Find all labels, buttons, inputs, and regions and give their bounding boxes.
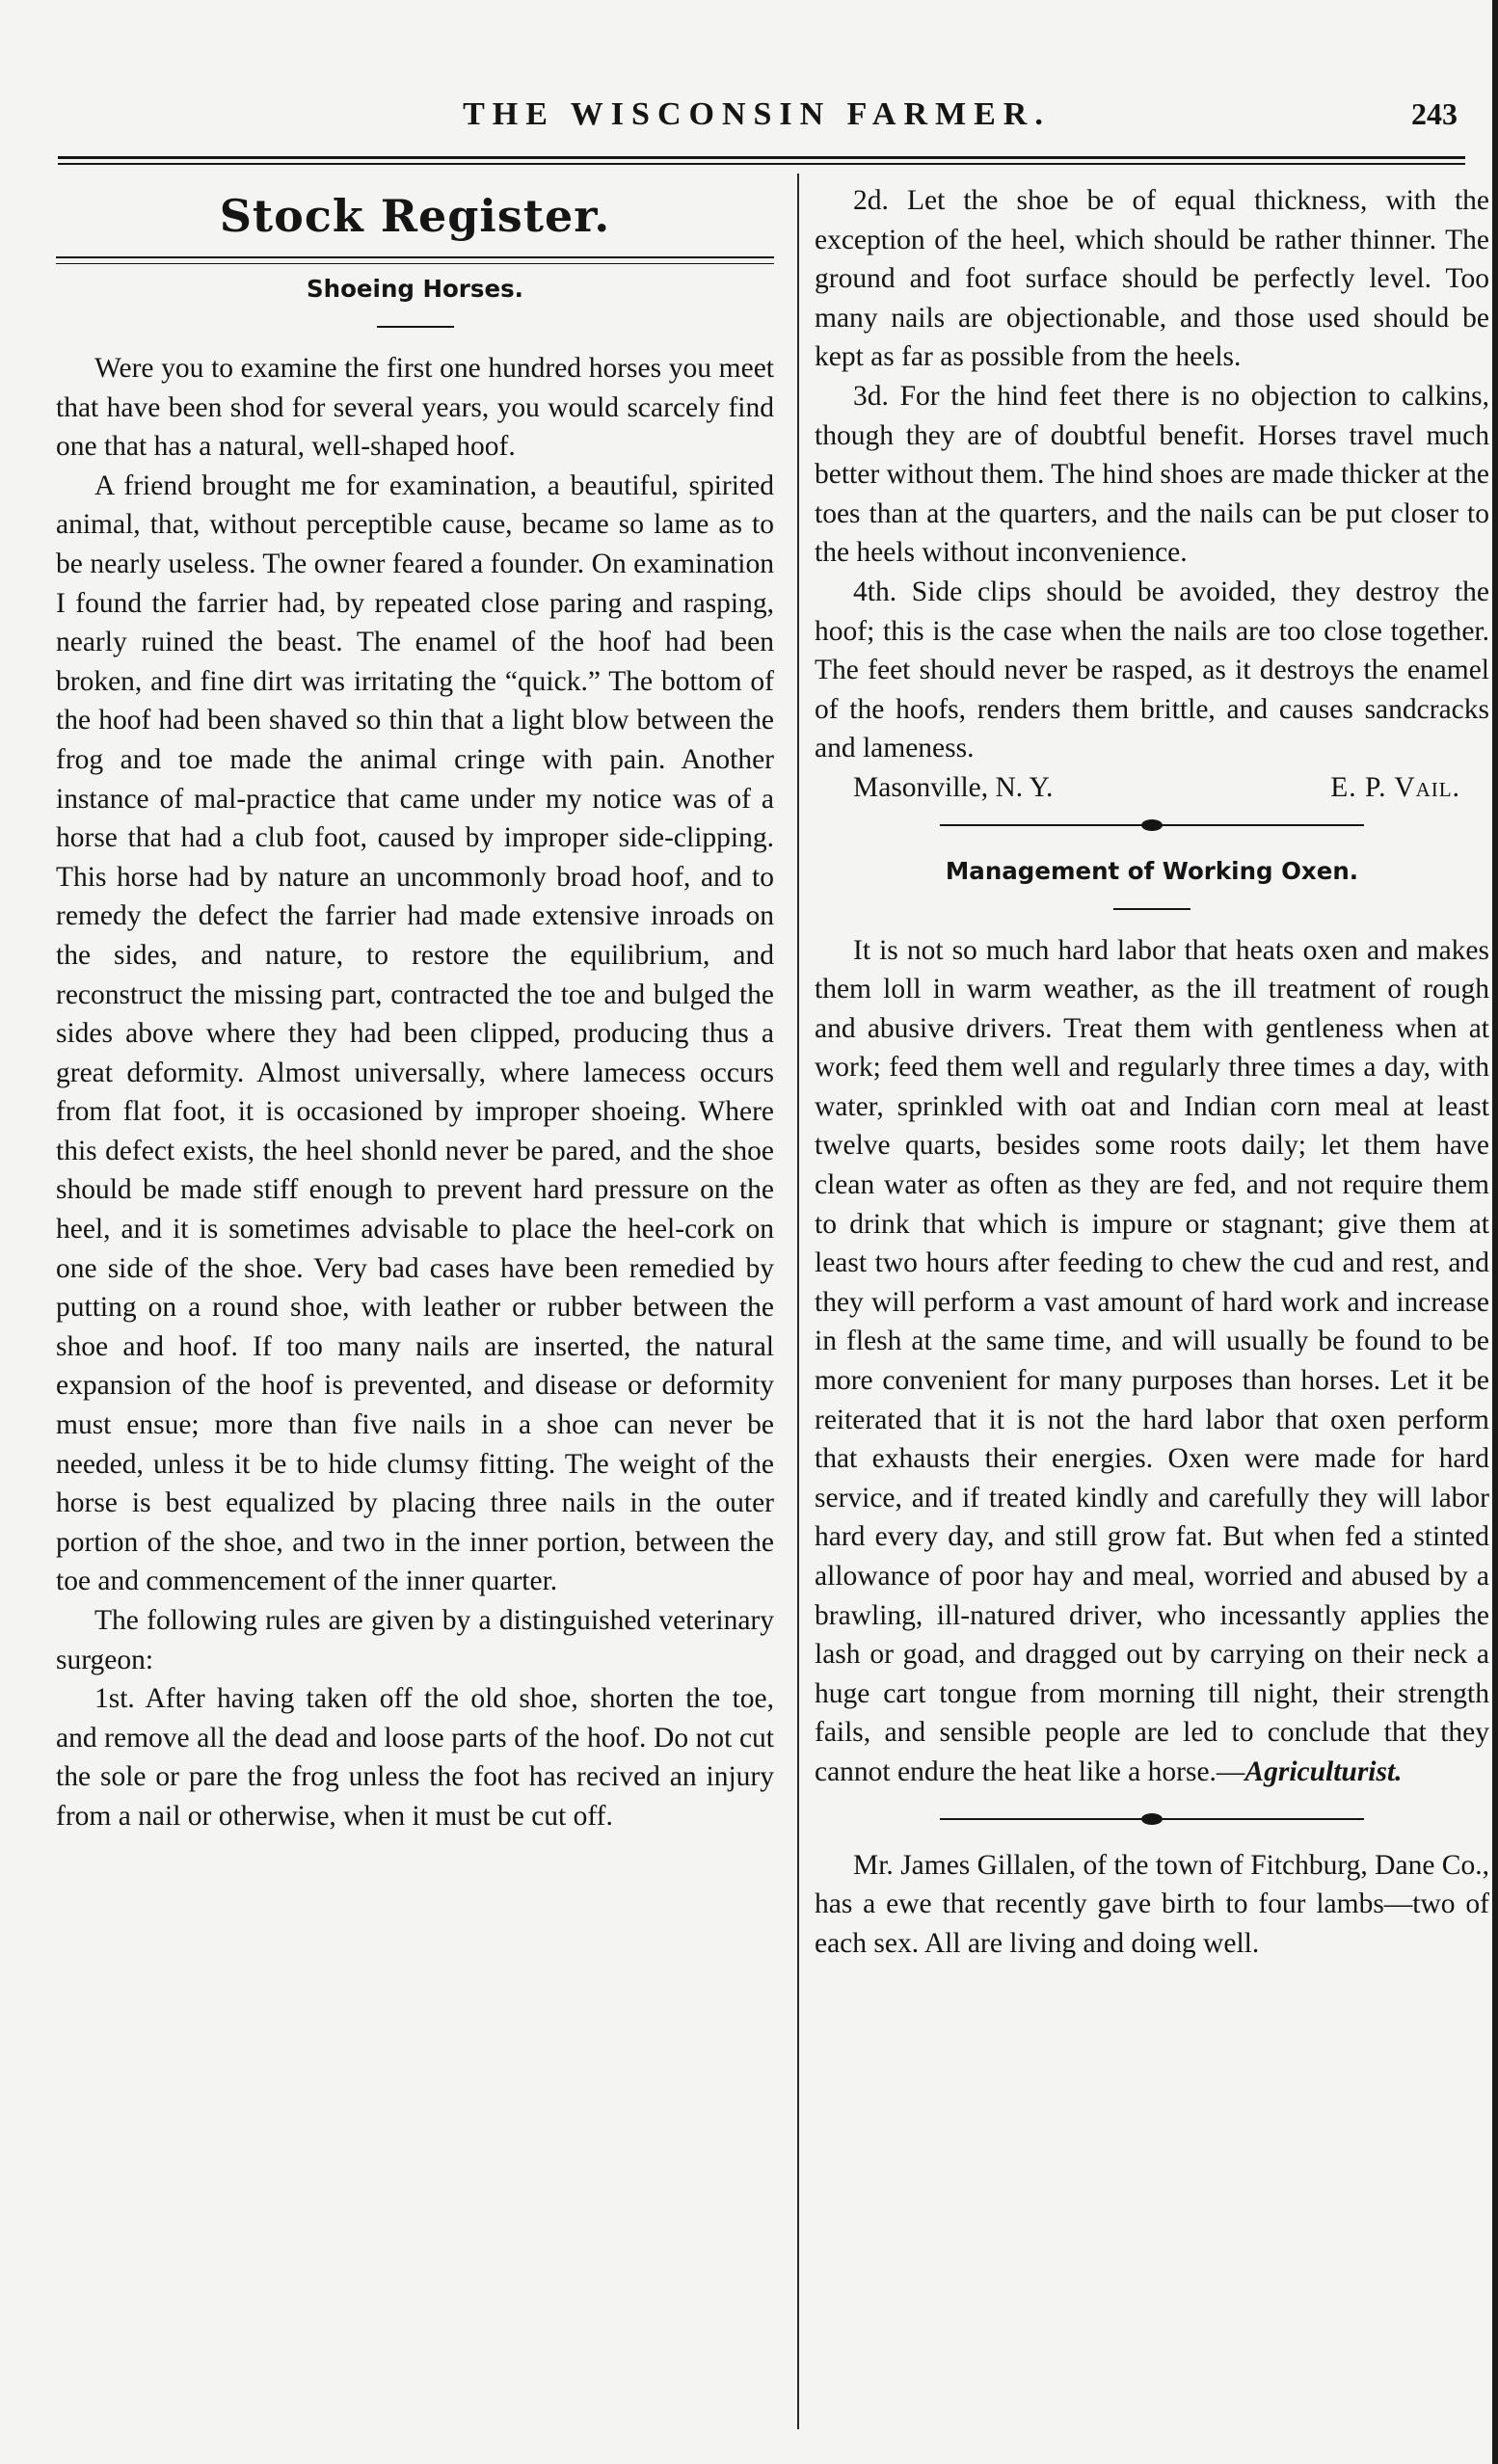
right-column xyxy=(815,181,1489,1963)
title-rule xyxy=(377,326,454,328)
article-signature xyxy=(815,768,1489,808)
paragraph: A friend brought me for examination, a beautiful, spirited animal, that, without perceptible cause, became so lame as to be nearly useless. The owner feared a founder. On examination I found the farrier had, by repeated close paring and rasping, nearly ruined the beast. The enamel of the hoof had been broken, and fine dirt was irritating the “quick.” The bottom of the hoof had been shaved so thin that a light blow between the frog and toe made the animal cringe with pain. Another instance of mal-practice that came under my notice was of a horse that had a club foot, caused by improper side-clipping. This horse had by nature an uncommonly broad hoof, and to remedy the defect the farrier had made extensive inroads on the sides, and nature, to restore the equilibrium, and reconstruct the missing part, contracted the toe and bulged the sides above where they had been clipped, producing thus a great deformity. Almost universally, where lamecess occurs from flat foot, it is occasioned by improper shoeing. Where this defect exists, the heel shonld never be pared, and the shoe should be made stiff enough to prevent hard pressure on the heel, and it is sometimes advisable to place the heel-cork on one side of the shoe. Very bad cases have been remedied by putting on a round shoe, with leather or rubber between the shoe and hoof. If too many nails are inserted, the natural expansion of the hoof is prevented, and disease or deformity must ensue; more than five nails in a shoe can never be needed, unless it be to hide clumsy fitting. The weight of the horse is best equalized by placing three nails in the outer portion of the shoe, and two in the inner portion, between the toe and commencement of the inner quarter. xyxy=(56,469,774,1597)
signature-place: Masonville, N. Y. xyxy=(853,771,1054,803)
article-title-shoeing-horses: Shoeing Horses. xyxy=(307,275,523,303)
source-credit: Agriculturist. xyxy=(1244,1755,1403,1787)
paragraph: 2d. Let the shoe be of equal thickness, with the exception of the heel, which should be rather thinner. The ground and foot surface should be perfectly level. Too many nails are objectionable, and those used should be kept as far as possible from the heels. xyxy=(815,185,1489,373)
section-title: Stock Register. xyxy=(219,190,611,242)
title-rule xyxy=(1113,908,1190,910)
column-divider xyxy=(797,174,799,2429)
newspaper-page xyxy=(48,67,1489,2449)
section-rule xyxy=(56,256,774,264)
article-title-working-oxen: Management of Working Oxen. xyxy=(945,856,1359,885)
header-rule-top xyxy=(58,156,1465,159)
article-separator xyxy=(815,812,1489,839)
oxen-body: It is not so much hard labor that heats oxen and makes them loll in warm weather, as the ill treatment of rough and abusive drivers. Treat them with gentleness when at work; feed them well and regularly three times a day, with water, sprinkled with oat and Indian corn meal at least twelve quarts, besides some roots daily; let them have clean water as often as they are fed, and not require them to drink that which is impure or stagnant; give them at least two hours after feeding to chew the cud and rest, and they will perform a vast amount of hard work and increase in flesh at the same time, and will usually be found to be more convenient for many purposes than horses. Let it be reiterated that it is not the hard labor that oxen perform that exhausts their energies. Oxen were made for hard service, and if treated kindly and carefully they will labor hard every day, and still grow fat. But when fed a stinted allowance of poor hay and meal, worried and abused by a brawling, ill-natured driver, who incessantly applies the lash or goad, and dragged out by carrying on their neck a huge cart tongue from morning till night, their strength fails, and sensible people are led to conclude that they cannot endure the heat like a horse.— xyxy=(815,934,1489,1787)
paragraph: The following rules are given by a distinguished veterinary surgeon: xyxy=(56,1605,774,1675)
running-header xyxy=(48,96,1465,145)
paragraph xyxy=(815,931,1489,1792)
journal-title: THE WISCONSIN FARMER. xyxy=(463,96,1051,132)
page-binding-edge xyxy=(1492,0,1498,2464)
page-number: 243 xyxy=(1411,96,1458,131)
paragraph: 1st. After having taken off the old shoe, shorten the toe, and remove all the dead and loose parts of the hoof. Do not cut the sole or pare the frog unless the foot has recived an injury from a nail or otherwise, when it must be cut off. xyxy=(56,1683,774,1832)
article-separator xyxy=(815,1806,1489,1833)
paragraph: 3d. For the hind feet there is no objection to calkins, though they are of doubtful benefit. Horses travel much better without them. The hind shoes are made thicker at the toes than at the quarters, and the nails can be put closer to the heels without inconvenience. xyxy=(815,380,1489,569)
paragraph: Mr. James Gillalen, of the town of Fitchburg, Dane Co., has a ewe that recently gave birth to four lambs—two of each sex. All are living and doing well. xyxy=(815,1849,1489,1959)
left-column xyxy=(56,181,774,1836)
paragraph: 4th. Side clips should be avoided, they destroy the hoof; this is the case when the nails are too close together. The feet should never be rasped, as it destroys the enamel of the hoofs, renders them brittle, and causes sandcracks and lameness. xyxy=(815,576,1489,764)
header-rule-bottom xyxy=(58,163,1465,165)
signature-name: E. P. Vail. xyxy=(1330,771,1460,803)
paragraph: Were you to examine the first one hundred horses you meet that have been shod for several years, you would scarcely find one that has a natural, well-shaped hoof. xyxy=(56,353,774,463)
